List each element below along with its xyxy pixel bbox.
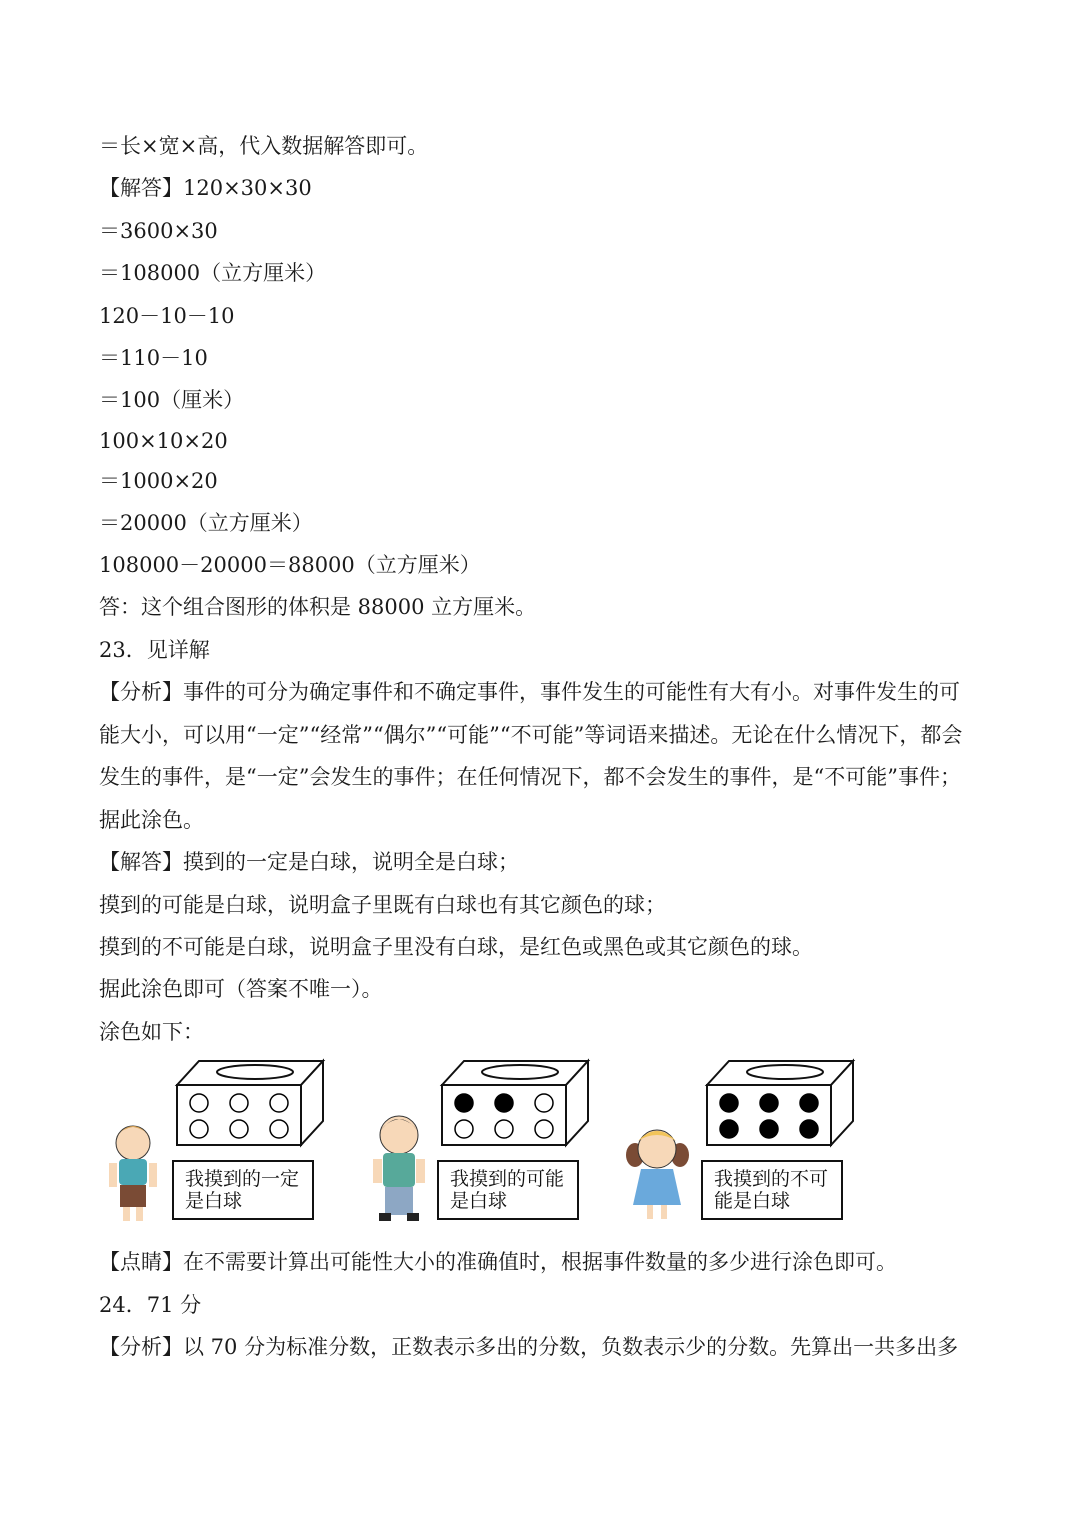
text-line: ＝20000（立方厘米） [99,511,313,535]
analysis-line: 能大小，可以用“一定”“经常”“偶尔”“可能”“不可能”等词语来描述。无论在什么情况下，都会 [99,723,963,747]
text-line: ＝1000×20 [99,469,218,493]
black-ball [495,1094,513,1112]
text-line: ＝108000（立方厘米） [99,261,327,285]
black-ball [760,1120,778,1138]
question-number: 23．见详解 [99,638,210,662]
key-point-line: 【点睛】在不需要计算出可能性大小的准确值时，根据事件数量的多少进行涂色即可。 [99,1250,897,1274]
black-ball [455,1094,473,1112]
analysis-line: 据此涂色。 [99,808,204,832]
analysis-line: 发生的事件，是“一定”会发生的事件；在任何情况下，都不会发生的事件，是“不可能”事件； [99,765,961,789]
speech-caption-1: 我摸到的一定是白球 [185,1168,300,1212]
text-line: ＝110－10 [99,346,208,370]
speech-caption-2: 我摸到的可能是白球 [450,1168,565,1212]
speech-caption-3: 我摸到的不可能是白球 [714,1168,829,1212]
text-line: 120－10－10 [99,304,235,328]
white-ball [190,1094,208,1112]
coloring-illustration [95,1055,875,1230]
white-ball [230,1094,248,1112]
black-ball [720,1094,738,1112]
white-ball [495,1120,513,1138]
answer-line: 摸到的可能是白球，说明盒子里既有白球也有其它颜色的球； [99,893,666,917]
text-line: 答：这个组合图形的体积是 88000 立方厘米。 [99,595,537,619]
answer-line: 【解答】摸到的一定是白球，说明全是白球； [99,850,519,874]
answer-line: 据此涂色即可（答案不唯一）。 [99,977,383,1001]
child-3 [626,1130,689,1219]
text-line: ＝长×宽×高，代入数据解答即可。 [99,134,429,158]
white-ball [190,1120,208,1138]
black-ball [800,1120,818,1138]
answer-line: 摸到的不可能是白球，说明盒子里没有白球，是红色或黑色或其它颜色的球。 [99,935,813,959]
white-ball [535,1120,553,1138]
black-ball [760,1094,778,1112]
text-line: ＝3600×30 [99,219,218,243]
white-ball [535,1094,553,1112]
text-line: ＝100（厘米） [99,388,245,412]
white-ball [270,1120,288,1138]
child-1 [109,1126,157,1221]
black-ball [800,1094,818,1112]
text-line: 100×10×20 [99,429,228,453]
white-ball [230,1120,248,1138]
text-line: 【解答】120×30×30 [99,176,312,200]
white-ball [270,1094,288,1112]
text-line: 108000－20000＝88000（立方厘米） [99,553,481,577]
question-number: 24．71 分 [99,1293,202,1317]
black-ball [720,1120,738,1138]
white-ball [455,1120,473,1138]
child-2 [373,1116,425,1221]
answer-line: 涂色如下： [99,1020,204,1044]
analysis-line: 【分析】以 70 分为标准分数，正数表示多出的分数，负数表示少的分数。先算出一共多出多 [99,1335,959,1359]
analysis-line: 【分析】事件的可分为确定事件和不确定事件，事件发生的可能性有大有小。对事件发生的可 [99,680,960,704]
